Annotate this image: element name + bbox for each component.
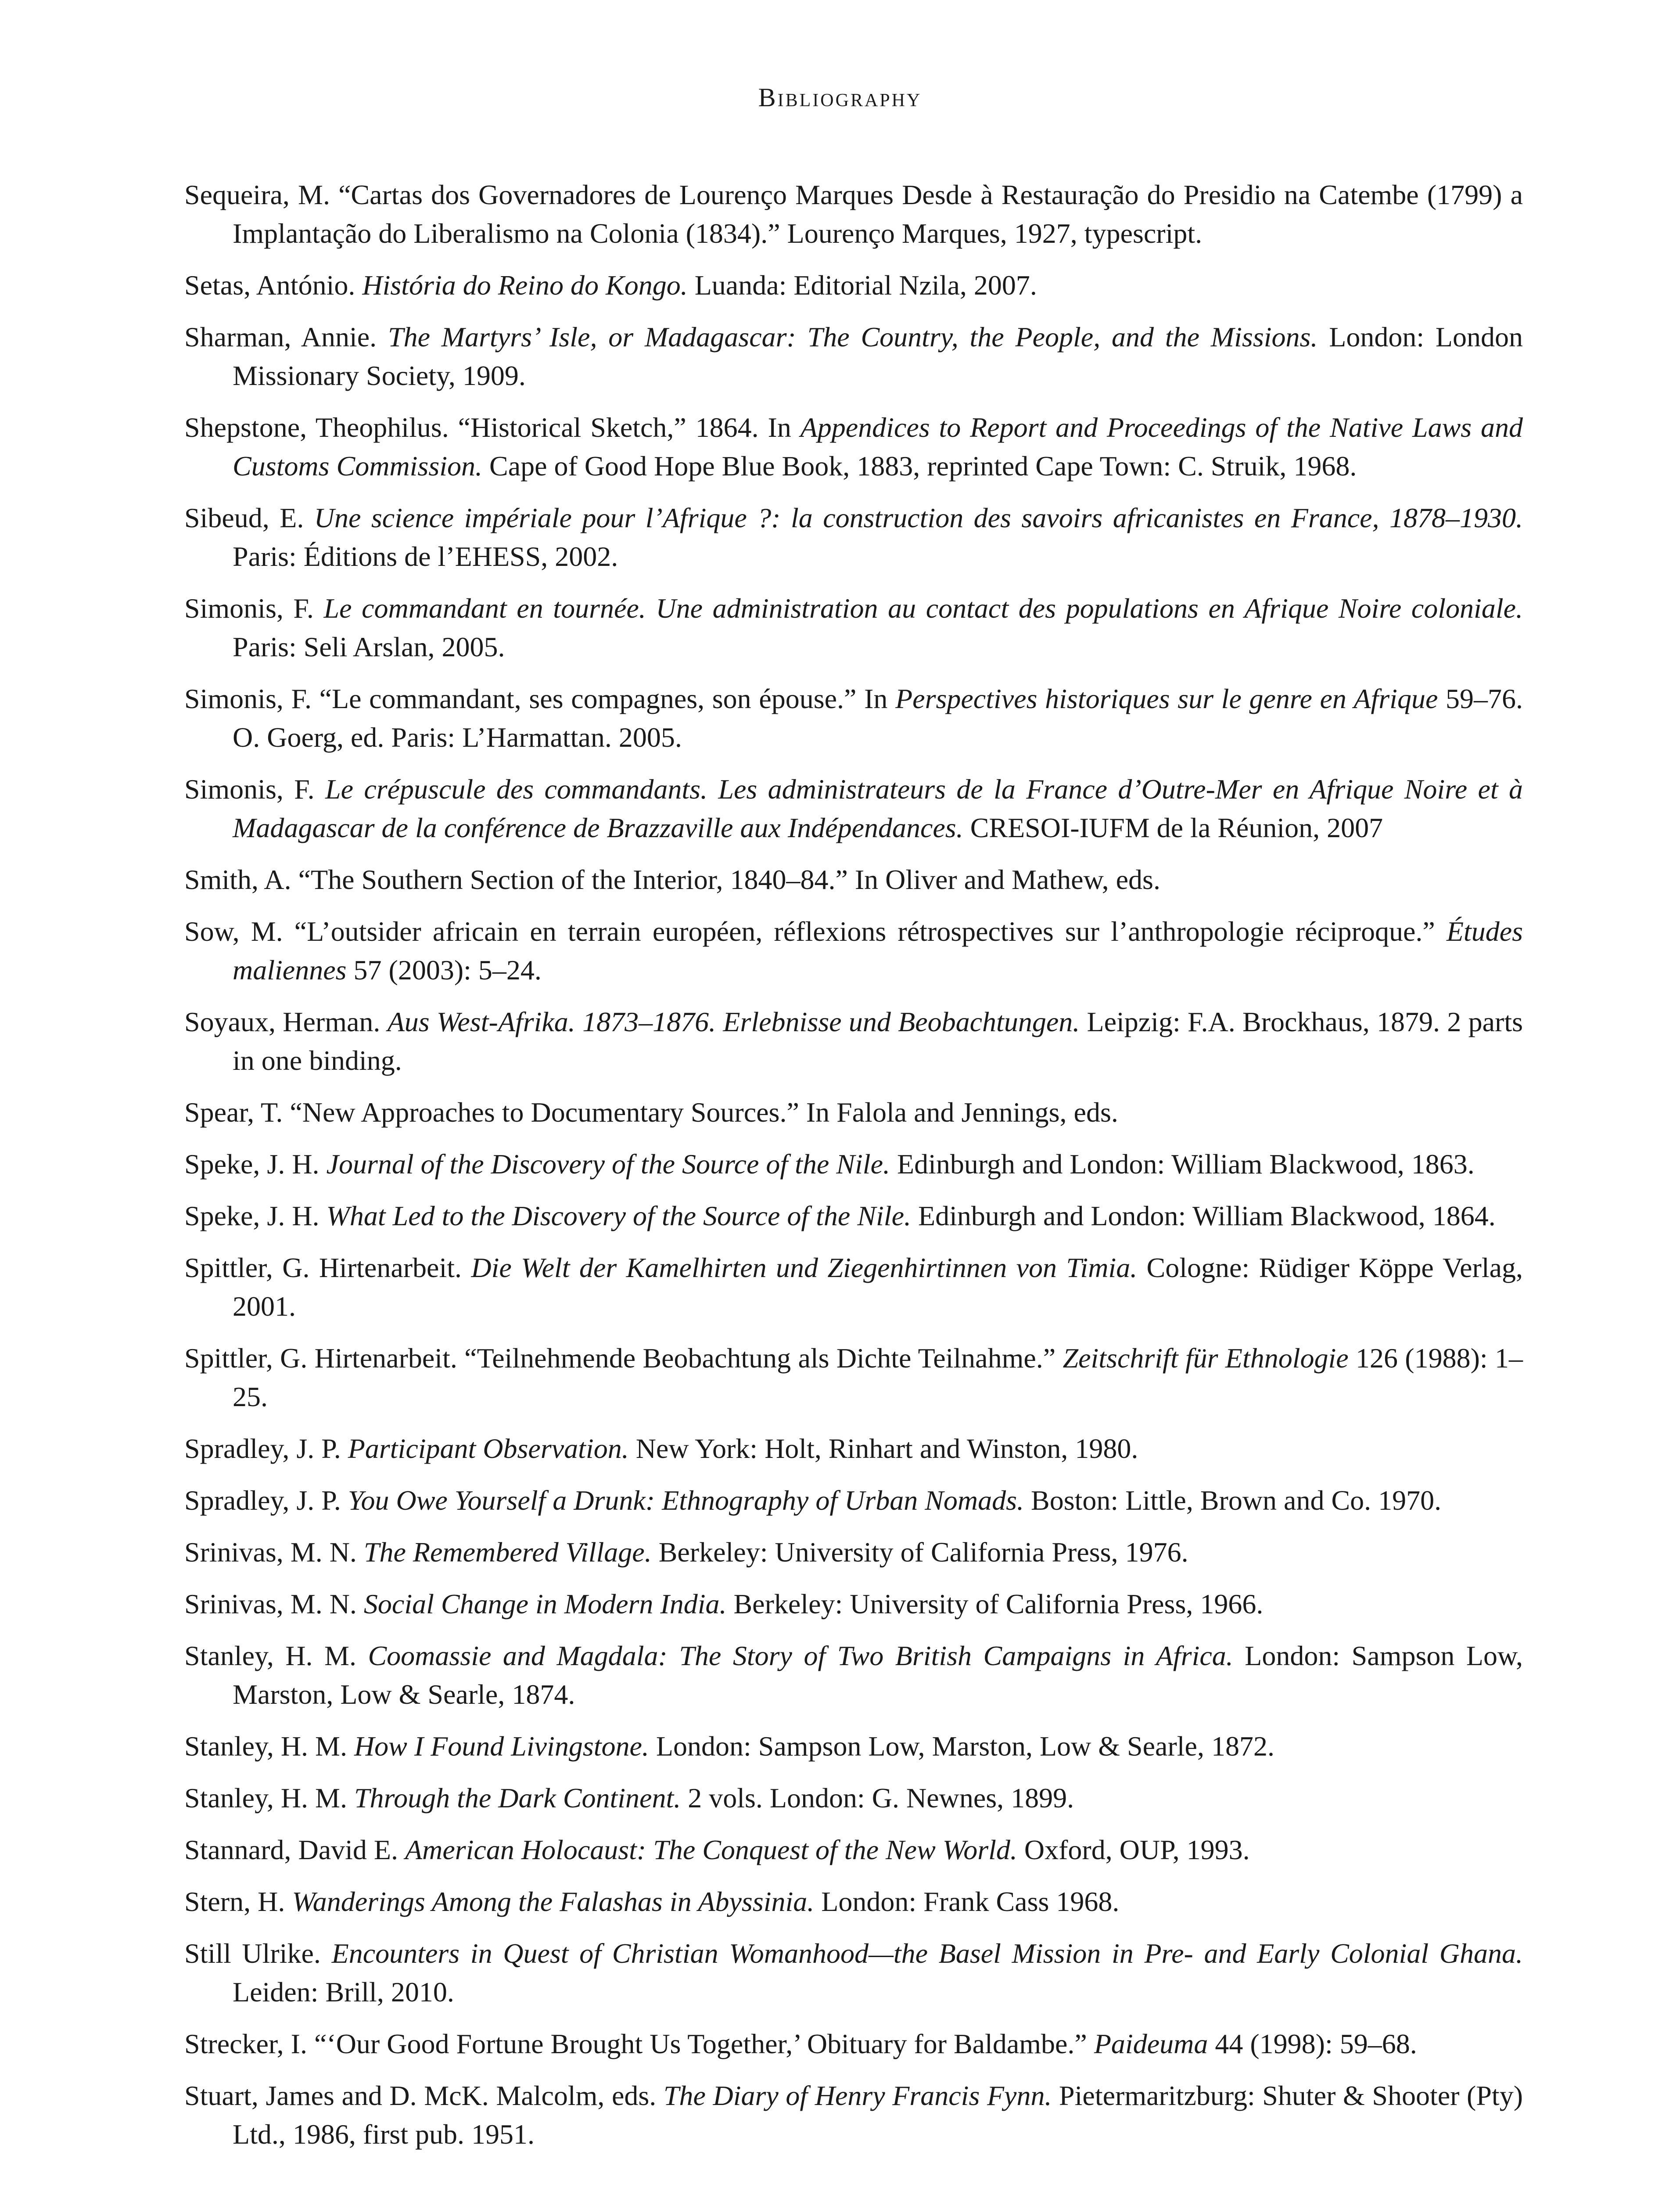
entry-text: Spradley, J. P. — [184, 1485, 348, 1516]
entry-text: Soyaux, Herman. — [184, 1006, 388, 1037]
bibliography-entry — [184, 1637, 1523, 1714]
entry-text: Edinburgh and London: William Blackwood, 1863. — [890, 1148, 1475, 1180]
entry-text: Still Ulrike. — [184, 1938, 332, 1969]
bibliography-entry — [184, 1934, 1523, 2011]
entry-text: Stuart, James and D. McK. Malcolm, eds. — [184, 2080, 664, 2111]
entry-text: Spradley, J. P. — [184, 1433, 348, 1464]
entry-title-italic: Through the Dark Continent. — [354, 1782, 681, 1814]
entry-title-italic: Wanderings Among the Falashas in Abyssinia. — [292, 1886, 815, 1917]
entry-text: Cologne: Rüdiger Köppe Verlag, 2001. — [233, 1252, 1523, 1322]
entry-title-italic: Aus West-Afrika. 1873–1876. Erlebnisse und Beobachtungen. — [387, 1006, 1080, 1037]
entry-title-italic: História do Reino do Kongo. — [362, 270, 688, 301]
bibliography-entry — [184, 1197, 1523, 1235]
bibliography-entry — [184, 1831, 1523, 1869]
bibliography-entry — [184, 1093, 1523, 1132]
bibliography-entry — [184, 1779, 1523, 1817]
bibliography-entry — [184, 1145, 1523, 1184]
bibliography-entry — [184, 770, 1523, 847]
entry-text: Cape of Good Hope Blue Book, 1883, reprinted Cape Town: C. Struik, 1968. — [482, 450, 1357, 482]
entry-title-italic: Social Change in Modern India. — [363, 1588, 727, 1619]
bibliography-entry — [184, 1882, 1523, 1921]
entry-title-italic: Une science impériale pour l’Afrique ?: la construction des savoirs africanistes en France, 1878–1930. — [314, 502, 1523, 533]
entry-text: 44 (1998): 59–68. — [1208, 2028, 1417, 2059]
bibliography-entry — [184, 1003, 1523, 1080]
bibliography-entry — [184, 1339, 1523, 1416]
entry-text: Smith, A. “The Southern Section of the Interior, 1840–84.” In Oliver and Mathew, eds. — [184, 864, 1160, 895]
bibliography-entry — [184, 266, 1523, 305]
entry-text: Stanley, H. M. — [184, 1731, 354, 1762]
entry-text: Berkeley: University of California Press, 1976. — [651, 1536, 1188, 1568]
entry-text: Stanley, H. M. — [184, 1640, 368, 1671]
entry-text: Spear, T. “New Approaches to Documentary Sources.” In Falola and Jennings, eds. — [184, 1097, 1118, 1128]
entry-text: Shepstone, Theophilus. “Historical Sketch,” 1864. In — [184, 412, 801, 443]
entry-title-italic: Participant Observation. — [348, 1433, 629, 1464]
bibliography-entry — [184, 176, 1523, 253]
entry-text: Sibeud, E. — [184, 502, 314, 533]
entry-text: New York: Holt, Rinhart and Winston, 1980. — [628, 1433, 1138, 1464]
entry-text: London: Frank Cass 1968. — [814, 1886, 1120, 1917]
entry-text: Stanley, H. M. — [184, 1782, 354, 1814]
entry-title-italic: American Holocaust: The Conquest of the New World. — [405, 1834, 1017, 1865]
entry-text: Stern, H. — [184, 1886, 292, 1917]
entry-title-italic: Paideuma — [1094, 2028, 1208, 2059]
entry-text: London: Sampson Low, Marston, Low & Searle, 1872. — [649, 1731, 1274, 1762]
entry-title-italic: Appendices to Report and Proceedings of the Native Laws and Customs Commission. — [233, 412, 1523, 482]
bibliography-entry — [184, 1481, 1523, 1520]
entry-title-italic: Encounters in Quest of Christian Womanhood—the Basel Mission in Pre- and Early Colonial Ghana. — [331, 1938, 1523, 1969]
entry-title-italic: The Remembered Village. — [363, 1536, 652, 1568]
bibliography-entry — [184, 589, 1523, 666]
bibliography-entry — [184, 1533, 1523, 1572]
entry-text: Spittler, G. Hirtenarbeit. — [184, 1252, 471, 1283]
entry-title-italic: Études maliennes — [233, 916, 1523, 986]
entry-text: Oxford, OUP, 1993. — [1017, 1834, 1250, 1865]
bibliography-entry — [184, 2025, 1523, 2063]
entry-text: Leiden: Brill, 2010. — [233, 1976, 454, 2008]
entry-text: Paris: Éditions de l’EHESS, 2002. — [233, 541, 618, 572]
bibliography-entry — [184, 1585, 1523, 1623]
entry-title-italic: The Martyrs’ Isle, or Madagascar: The Country, the People, and the Missions. — [388, 321, 1318, 353]
entry-text: Strecker, I. “‘Our Good Fortune Brought Us Together,’ Obituary for Baldambe.” — [184, 2028, 1094, 2059]
entry-text: Simonis, F. — [184, 774, 325, 805]
entry-text: Berkeley: University of California Press, 1966. — [726, 1588, 1264, 1619]
entry-text: 59–76. O. Goerg, ed. Paris: L’Harmattan. 2005. — [233, 683, 1523, 753]
entry-text: Leipzig: F.A. Brockhaus, 1879. 2 parts in one binding. — [233, 1006, 1523, 1076]
entry-text: 126 (1988): 1–25. — [233, 1342, 1523, 1412]
entry-text: Speke, J. H. — [184, 1200, 327, 1231]
entry-title-italic: Le commandant en tournée. Une administration au contact des populations en Afrique Noire coloniale. — [323, 593, 1523, 624]
bibliography-entry — [184, 318, 1523, 395]
entry-text: Sequeira, M. “Cartas dos Governadores de Lourenço Marques Desde à Restauração do Presidio na Catembe (1799) a Implantação do Liberalismo na Colonia (1834).” Lourenço Marques, 1927, typescript. — [184, 179, 1523, 249]
entry-text: Setas, António. — [184, 270, 363, 301]
entry-text: London: Sampson Low, Marston, Low & Searle, 1874. — [233, 1640, 1523, 1710]
running-head: Bibliography — [758, 83, 922, 112]
entry-text: Sow, M. “L’outsider africain en terrain européen, réflexions rétrospectives sur l’anthropologie réciproque.” — [184, 916, 1447, 947]
entry-title-italic: Die Welt der Kamelhirten und Ziegenhirtinnen von Timia. — [471, 1252, 1138, 1283]
entry-title-italic: Le crépuscule des commandants. Les administrateurs de la France d’Outre-Mer en Afrique Noire et à Madagascar de la conférence de Brazzaville aux Indépendances. — [233, 774, 1523, 843]
entry-text: 2 vols. London: G. Newnes, 1899. — [681, 1782, 1074, 1814]
entry-text: Sharman, Annie. — [184, 321, 388, 353]
entry-text: Stannard, David E. — [184, 1834, 405, 1865]
bibliography-entry — [184, 912, 1523, 990]
entry-text: Paris: Seli Arslan, 2005. — [233, 631, 505, 662]
entry-text: CRESOI-IUFM de la Réunion, 2007 — [963, 812, 1383, 843]
entry-text: London: London Missionary Society, 1909. — [233, 321, 1523, 391]
entry-text: Luanda: Editorial Nzila, 2007. — [687, 270, 1037, 301]
entry-title-italic: Coomassie and Magdala: The Story of Two British Campaigns in Africa. — [368, 1640, 1233, 1671]
bibliography-entry — [184, 1249, 1523, 1326]
bibliography-entry — [184, 499, 1523, 576]
entry-text: Srinivas, M. N. — [184, 1536, 364, 1568]
bibliography-list — [184, 176, 1523, 2167]
entry-title-italic: You Owe Yourself a Drunk: Ethnography of Urban Nomads. — [348, 1485, 1024, 1516]
entry-title-italic: What Led to the Discovery of the Source of the Nile. — [326, 1200, 911, 1231]
entry-text: Spittler, G. Hirtenarbeit. “Teilnehmende Beobachtung als Dichte Teilnahme.” — [184, 1342, 1063, 1374]
entry-text: Pietermaritzburg: Shuter & Shooter (Pty) Ltd., 1986, first pub. 1951. — [233, 2080, 1523, 2150]
entry-title-italic: Journal of the Discovery of the Source of the Nile. — [326, 1148, 890, 1180]
entry-text: 57 (2003): 5–24. — [346, 954, 542, 986]
entry-text: Speke, J. H. — [184, 1148, 327, 1180]
entry-text: Simonis, F. — [184, 593, 324, 624]
entry-text: Boston: Little, Brown and Co. 1970. — [1024, 1485, 1442, 1516]
entry-text: Edinburgh and London: William Blackwood, 1864. — [911, 1200, 1496, 1231]
entry-title-italic: How I Found Livingstone. — [354, 1731, 649, 1762]
bibliography-entry — [184, 680, 1523, 757]
bibliography-entry — [184, 408, 1523, 486]
bibliography-entry — [184, 860, 1523, 899]
bibliography-entry — [184, 1727, 1523, 1766]
entry-text: Simonis, F. “Le commandant, ses compagnes, son épouse.” In — [184, 683, 896, 714]
bibliography-entry — [184, 2076, 1523, 2154]
entry-title-italic: The Diary of Henry Francis Fynn. — [663, 2080, 1052, 2111]
entry-title-italic: Zeitschrift für Ethnologie — [1063, 1342, 1349, 1374]
entry-text: Srinivas, M. N. — [184, 1588, 364, 1619]
entry-title-italic: Perspectives historiques sur le genre en Afrique — [895, 683, 1438, 714]
bibliography-entry — [184, 1429, 1523, 1468]
